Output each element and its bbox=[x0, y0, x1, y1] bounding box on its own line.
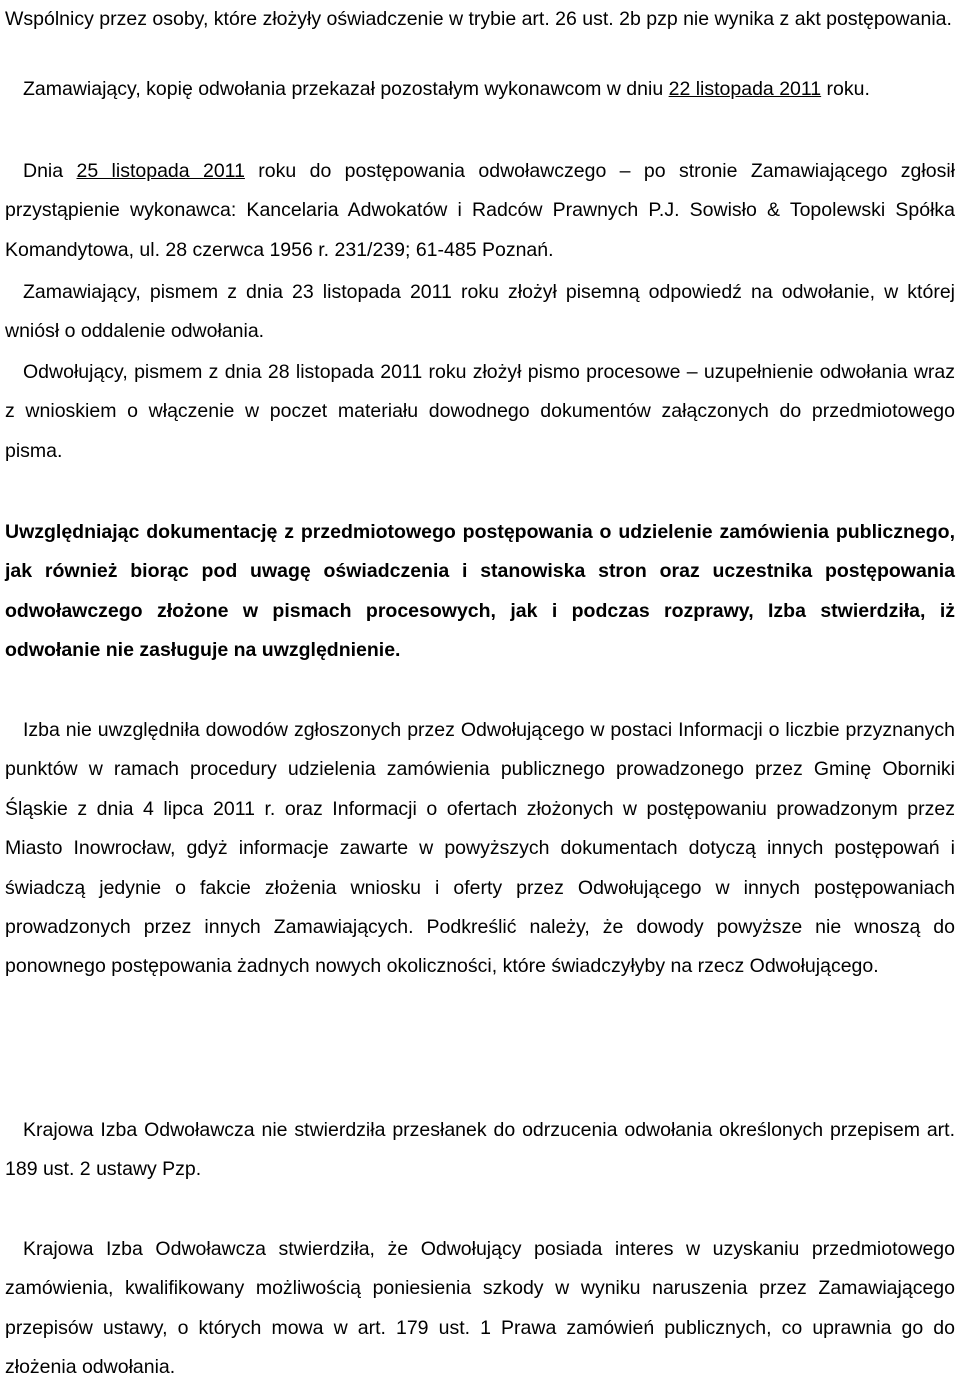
p3-text-after: roku do postępowania odwoławczego – po stronie Zamawiającego zgłosił przystąpienie wykonawca: Kancelaria Adwokatów i Radców Prawnych P.J. Sowisło & Topolewski Spółka Komandytowa, ul. 28 czerwca 1956 r. 231/239; 61-485 Poznań. bbox=[5, 160, 955, 261]
paragraph-odpowiedz-na-odwolanie: Zamawiający, pismem z dnia 23 listopada 2011 roku złożył pisemną odpowiedź na odwołanie, w której wniósł o oddalenie odwołania. bbox=[5, 281, 955, 343]
p2-text-before: Zamawiający, kopię odwołania przekazał pozostałym wykonawcom w dniu bbox=[23, 78, 669, 100]
paragraph-dowody: Izba nie uwzględniła dowodów zgłoszonych przez Odwołującego w postaci Informacji o liczbie przyznanych punktów w ramach procedury udzielenia zamówienia publicznego prowadzonego przez Gminę Oborniki Śląskie z dnia 4 lipca 2011 r. oraz Informacji o ofertach złożonych w postępowaniu prowadzonym przez Miasto Inowrocław, gdyż informacje zawarte w powyższych dokumentach dotyczą innych postępowań i świadczą jedynie o fakcie złożenia wniosku i oferty przez Odwołującego w innych postępowaniach prowadzonych przez innych Zamawiających. Podkreślić należy, że dowody powyższe nie wnoszą do ponownego postępowania żadnych nowych okoliczności, które świadczyłyby na rzecz Odwołującego. bbox=[5, 719, 955, 978]
paragraph-kopia-odwolania bbox=[5, 70, 955, 109]
paragraph-przystapienie bbox=[5, 152, 955, 270]
p2-text-after: roku. bbox=[821, 78, 870, 100]
paragraph-pismo-procesowe: Odwołujący, pismem z dnia 28 listopada 2011 roku złożył pismo procesowe – uzupełnienie odwołania wraz z wnioskiem o włączenie w poczet materiału dowodnego dokumentów załączonych do przedmiotowego pisma. bbox=[5, 361, 955, 462]
paragraph-przeslanki-odrzucenia: Krajowa Izba Odwoławcza nie stwierdziła przesłanek do odrzucenia odwołania określonych przepisem art. 189 ust. 2 ustawy Pzp. bbox=[5, 1119, 955, 1181]
paragraph-uwzgledniajac: Uwzględniając dokumentację z przedmiotowego postępowania o udzielenie zamówienia publicznego, jak również biorąc pod uwagę oświadczenia i stanowiska stron oraz uczestnika postępowania odwoławczego złożone w pismach procesowych, jak i podczas rozprawy, Izba stwierdziła, iż odwołanie nie zasługuje na uwzględnienie. bbox=[5, 521, 955, 662]
p3-text-before: Dnia bbox=[23, 160, 77, 182]
paragraph-interes-odwolujacego: Krajowa Izba Odwoławcza stwierdziła, że Odwołujący posiada interes w uzyskaniu przedmiotowego zamówienia, kwalifikowany możliwością poniesienia szkody w wyniku naruszenia przez Zamawiającego przepisów ustawy, o których mowa w art. 179 ust. 1 Prawa zamówień publicznych, co uprawnia go do złożenia odwołania. bbox=[5, 1238, 955, 1379]
p2-date: 22 listopada 2011 bbox=[668, 78, 822, 100]
p3-date: 25 listopada 2011 bbox=[76, 160, 245, 182]
paragraph-wspolnicy: Wspólnicy przez osoby, które złożyły oświadczenie w trybie art. 26 ust. 2b pzp nie wynika z akt postępowania. bbox=[5, 8, 952, 30]
